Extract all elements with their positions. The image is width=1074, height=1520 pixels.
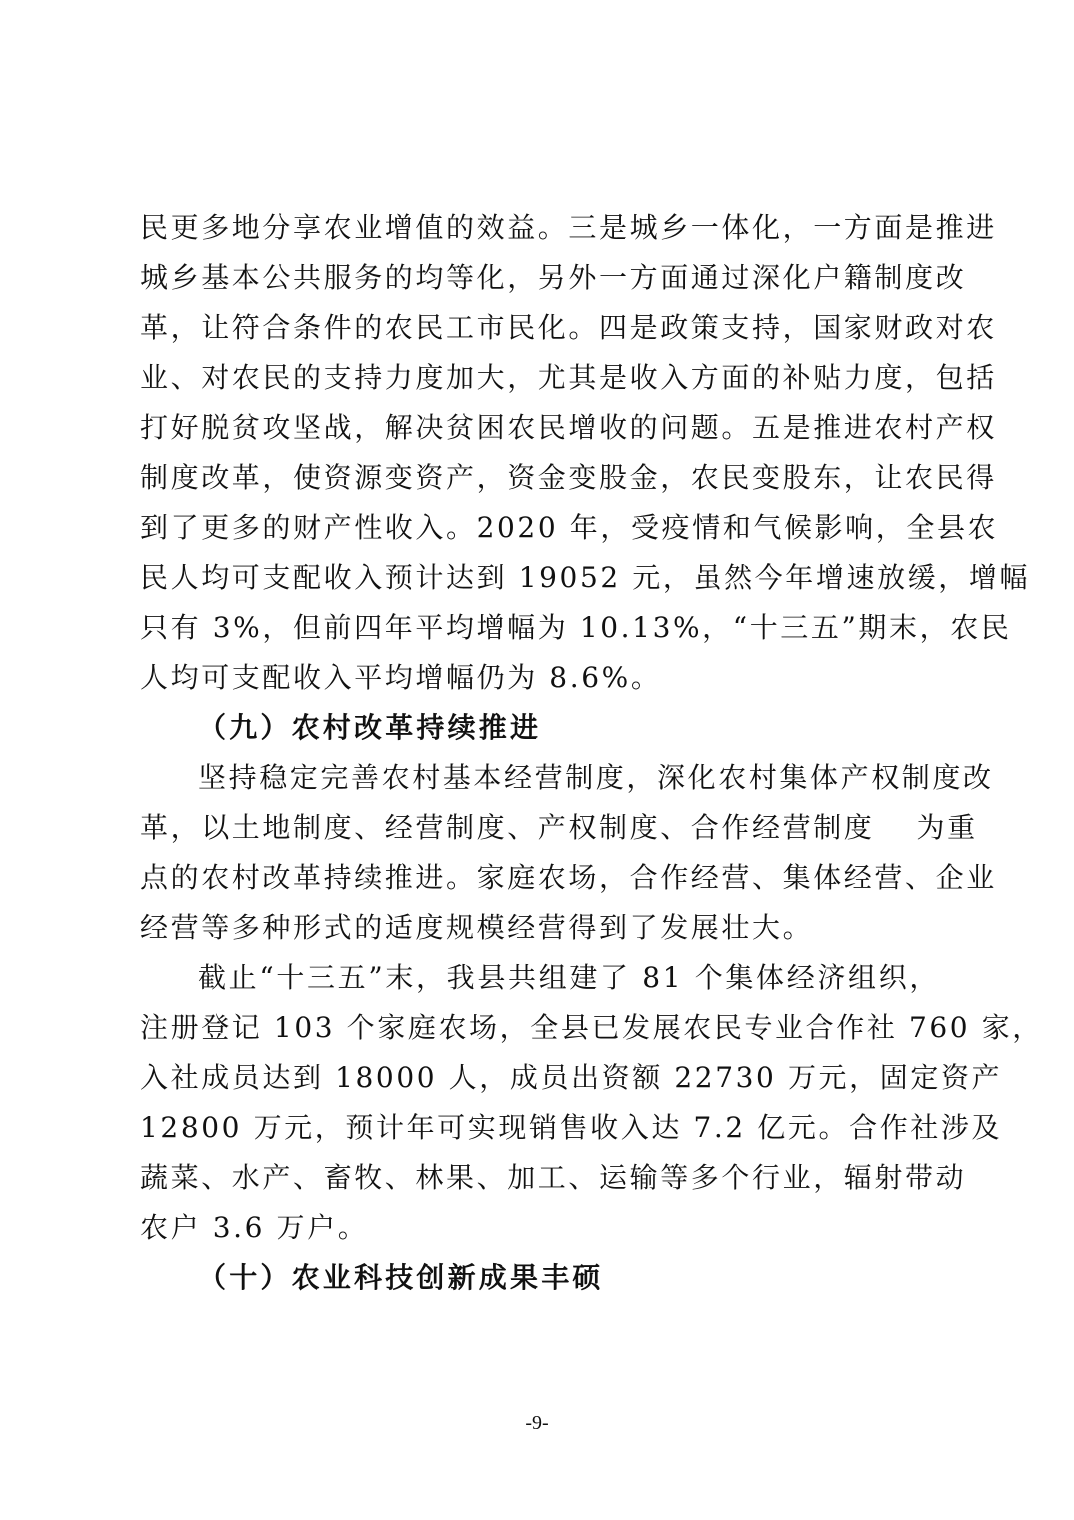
body-line: 点的农村改革持续推进。家庭农场，合作经营、集体经营、企业 xyxy=(140,861,997,894)
body-line: 革，以土地制度、经营制度、产权制度、合作经营制度 为重 xyxy=(140,811,978,844)
paragraph-first-line: 截止“十三五”末，我县共组建了 81 个集体经济组织， xyxy=(198,961,940,994)
body-line: 农户 3.6 万户。 xyxy=(140,1211,369,1244)
paragraph-first-line: 坚持稳定完善农村基本经营制度，深化农村集体产权制度改 xyxy=(198,761,994,794)
body-line: 民更多地分享农业增值的效益。三是城乡一体化，一方面是推进 xyxy=(140,211,997,244)
section-heading: （九）农村改革持续推进 xyxy=(198,711,542,744)
body-line: 民人均可支配收入预计达到 19052 元，虽然今年增速放缓，增幅 xyxy=(140,561,1031,594)
body-line: 注册登记 103 个家庭农场，全县已发展农民专业合作社 760 家， xyxy=(140,1011,1043,1044)
body-line: 入社成员达到 18000 人，成员出资额 22730 万元，固定资产 xyxy=(140,1061,1003,1094)
body-line: 蔬菜、水产、畜牧、林果、加工、运输等多个行业，辐射带动 xyxy=(140,1161,967,1194)
body-line: 12800 万元，预计年可实现销售收入达 7.2 亿元。合作社涉及 xyxy=(140,1111,1003,1144)
body-text xyxy=(140,203,1043,1303)
body-line: 只有 3%，但前四年平均增幅为 10.13%，“十三五”期末，农民 xyxy=(140,611,1012,644)
body-line: 经营等多种形式的适度规模经营得到了发展壮大。 xyxy=(140,911,814,944)
body-line: 到了更多的财产性收入。2020 年，受疫情和气候影响，全县农 xyxy=(140,511,999,544)
body-line: 城乡基本公共服务的均等化，另外一方面通过深化户籍制度改 xyxy=(140,261,967,294)
body-line: 革，让符合条件的农民工市民化。四是政策支持，国家财政对农 xyxy=(140,311,997,344)
body-line: 人均可支配收入平均增幅仍为 8.6%。 xyxy=(140,661,662,694)
body-line: 打好脱贫攻坚战，解决贫困农民增收的问题。五是推进农村产权 xyxy=(140,411,997,444)
page-number: -9- xyxy=(525,1412,549,1434)
body-line: 业、对农民的支持力度加大，尤其是收入方面的补贴力度，包括 xyxy=(140,361,997,394)
section-heading: （十）农业科技创新成果丰硕 xyxy=(198,1261,604,1294)
body-line: 制度改革，使资源变资产，资金变股金，农民变股东，让农民得 xyxy=(140,461,997,494)
